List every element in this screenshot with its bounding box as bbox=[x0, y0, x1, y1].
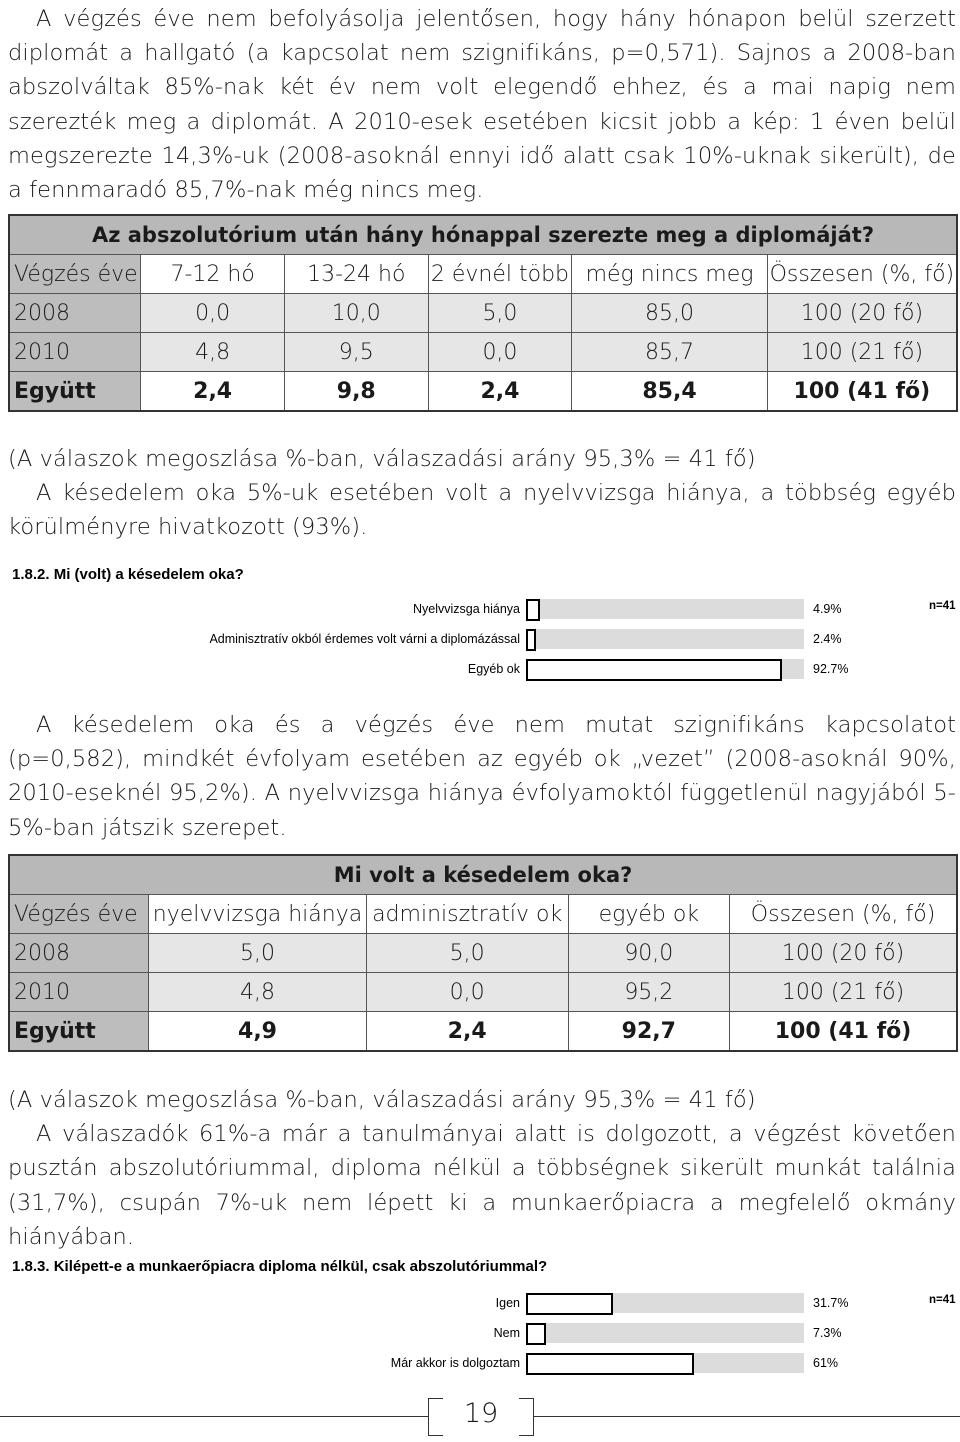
table-cell: 95,2 bbox=[568, 973, 730, 1012]
table-cell: 92,7 bbox=[568, 1012, 730, 1052]
footer-bracket-right bbox=[519, 1398, 534, 1436]
table-delay-reason bbox=[8, 854, 958, 1052]
chart-n-label: n=41 bbox=[929, 600, 956, 612]
table-cell: 2008 bbox=[9, 934, 149, 973]
bar-value-label: 31.7% bbox=[813, 1296, 849, 1310]
chart-delay-reason bbox=[8, 566, 960, 681]
bar-track bbox=[526, 1353, 804, 1373]
table-cell: 2008 bbox=[9, 294, 141, 333]
table-total-row bbox=[9, 1012, 957, 1052]
bar-value-label: 2.4% bbox=[813, 632, 842, 646]
bar-value-label: 7.3% bbox=[813, 1326, 842, 1340]
bar-label: Nem bbox=[493, 1326, 520, 1340]
bar-label: Már akkor is dolgoztam bbox=[390, 1356, 520, 1370]
footer-rule-right bbox=[534, 1416, 960, 1417]
chart-labour-market bbox=[8, 1258, 960, 1376]
table-row bbox=[9, 934, 957, 973]
paragraph-1 bbox=[8, 2, 956, 207]
paragraph-3-text: A késedelem oka és a végzés éve nem mutat szignifikáns kapcsolatot (p=0,582), mindkét évfolyam esetében az egyéb ok „vezet” (2008-asoknál 90%, 2010-eseknél 95,2%). A nyelvvizsga hiánya évfolyamoktól függetlenül nagyjából 5-5%-ban játszik szerepet. bbox=[8, 712, 956, 841]
table-header: Végzés éve bbox=[9, 895, 149, 934]
bar-row bbox=[8, 1322, 960, 1346]
bar-track bbox=[526, 629, 804, 649]
table-cell: 9,8 bbox=[284, 372, 428, 412]
table-total-row bbox=[9, 372, 957, 412]
table-header: még nincs meg bbox=[572, 255, 767, 294]
bar-track bbox=[526, 659, 804, 679]
table-header: adminisztratív ok bbox=[366, 895, 568, 934]
table-cell: 85,4 bbox=[572, 372, 767, 412]
table-cell: 5,0 bbox=[428, 294, 572, 333]
table-cell: Együtt bbox=[9, 372, 141, 412]
table-cell: Együtt bbox=[9, 1012, 149, 1052]
bar-label: Adminisztratív okból érdemes volt várni a diplomázással bbox=[209, 632, 520, 646]
table-row bbox=[9, 333, 957, 372]
paragraph-4-text: A válaszadók 61%-a már a tanulmányai alatt is dolgozott, a végzést követően pusztán abszolutóriummal, diploma nélkül a többségnek sikerült munkát találnia (31,7%), csupán 7%-uk nem lépett ki a munkaerőpiacra a megfelelő okmány hiányában. bbox=[8, 1121, 956, 1250]
page-number: 19 bbox=[463, 1398, 499, 1429]
table-note: (A válaszok megoszlása %-ban, válaszadási arány 95,3% = 41 fő) bbox=[8, 1087, 756, 1113]
chart-n-label: n=41 bbox=[929, 1294, 956, 1306]
bar-fill bbox=[526, 599, 540, 621]
table-cell: 85,7 bbox=[572, 333, 767, 372]
table-cell: 100 (41 fő) bbox=[767, 372, 957, 412]
table-cell: 2010 bbox=[9, 973, 149, 1012]
table-row bbox=[9, 294, 957, 333]
bar-value-label: 4.9% bbox=[813, 602, 842, 616]
footer-bracket-left bbox=[428, 1398, 443, 1436]
paragraph-2 bbox=[8, 476, 956, 544]
table-cell: 0,0 bbox=[428, 333, 572, 372]
bar-track bbox=[526, 1323, 804, 1343]
table-cell: 0,0 bbox=[366, 973, 568, 1012]
bar-row bbox=[8, 1292, 960, 1316]
bar-label: Egyéb ok bbox=[467, 662, 520, 676]
table-cell: 100 (21 fő) bbox=[730, 973, 957, 1012]
table-cell: 85,0 bbox=[572, 294, 767, 333]
table-header: 2 évnél több bbox=[428, 255, 572, 294]
table-cell: 100 (21 fő) bbox=[767, 333, 957, 372]
table-cell: 4,9 bbox=[149, 1012, 367, 1052]
bar-fill bbox=[526, 1353, 694, 1375]
table-cell: 2,4 bbox=[428, 372, 572, 412]
bar-value-label: 92.7% bbox=[813, 662, 849, 676]
table-cell: 100 (20 fő) bbox=[730, 934, 957, 973]
table-cell: 9,5 bbox=[284, 333, 428, 372]
page-footer bbox=[0, 1396, 960, 1436]
table-header: nyelvvizsga hiánya bbox=[149, 895, 367, 934]
table-cell: 5,0 bbox=[149, 934, 367, 973]
bar-fill bbox=[526, 1323, 546, 1345]
table-cell: 0,0 bbox=[141, 294, 285, 333]
table-cell: 4,8 bbox=[141, 333, 285, 372]
bar-label: Igen bbox=[495, 1296, 520, 1310]
bar-fill bbox=[526, 659, 782, 681]
bar-fill bbox=[526, 629, 536, 651]
table-cell: 2010 bbox=[9, 333, 141, 372]
table-title: Mi volt a késedelem oka? bbox=[9, 855, 957, 895]
table-note: (A válaszok megoszlása %-ban, válaszadási arány 95,3% = 41 fő) bbox=[8, 446, 756, 472]
table-cell: 2,4 bbox=[141, 372, 285, 412]
table-row bbox=[9, 973, 957, 1012]
table-cell: 4,8 bbox=[149, 973, 367, 1012]
bar-track bbox=[526, 1293, 804, 1313]
bar-row bbox=[8, 658, 960, 682]
bar-track bbox=[526, 599, 804, 619]
footer-rule-left bbox=[0, 1416, 428, 1417]
paragraph-2-text: A késedelem oka 5%-uk esetében volt a nyelvvizsga hiánya, a többség egyéb körülményre hivatkozott (93%). bbox=[8, 480, 956, 541]
table-cell: 10,0 bbox=[284, 294, 428, 333]
table-header: 13-24 hó bbox=[284, 255, 428, 294]
table-cell: 100 (20 fő) bbox=[767, 294, 957, 333]
table-header: Összesen (%, fő) bbox=[767, 255, 957, 294]
bar-row bbox=[8, 1352, 960, 1376]
table-cell: 100 (41 fő) bbox=[730, 1012, 957, 1052]
bar-value-label: 61% bbox=[813, 1356, 839, 1370]
table-header: 7-12 hó bbox=[141, 255, 285, 294]
bar-label: Nyelvvizsga hiánya bbox=[413, 602, 520, 616]
chart-title: 1.8.3. Kilépett-e a munkaerőpiacra diploma nélkül, csak abszolutóriummal? bbox=[12, 1258, 548, 1275]
paragraph-4 bbox=[8, 1117, 956, 1254]
chart-title: 1.8.2. Mi (volt) a késedelem oka? bbox=[12, 566, 244, 583]
table-cell: 2,4 bbox=[366, 1012, 568, 1052]
paragraph-1-text: A végzés éve nem befolyásolja jelentősen, hogy hány hónapon belül szerzett diplomát a hallgató (a kapcsolat nem szignifikáns, p=0,571). Sajnos a 2008-ban abszolváltak 85%-nak két év nem volt elegendő ehhez, és a mai napig nem szerezték meg a diplomát. A 2010-esek esetében kicsit jobb a kép: 1 éven belül megszerezte 14,3%-uk (2008-asoknál ennyi idő alatt csak 10%-uknak sikerült), de a fennmaradó 85,7%-nak még nincs meg. bbox=[8, 6, 956, 204]
bar-row bbox=[8, 598, 960, 622]
table-header: Végzés éve bbox=[9, 255, 141, 294]
table-header: egyéb ok bbox=[568, 895, 730, 934]
table-cell: 90,0 bbox=[568, 934, 730, 973]
table-cell: 5,0 bbox=[366, 934, 568, 973]
table-diploma-months bbox=[8, 214, 958, 412]
bar-fill bbox=[526, 1293, 613, 1315]
table-title: Az abszolutórium után hány hónappal szerezte meg a diplomáját? bbox=[9, 215, 957, 255]
bar-row bbox=[8, 628, 960, 652]
paragraph-3 bbox=[8, 708, 956, 845]
table-header: Összesen (%, fő) bbox=[730, 895, 957, 934]
